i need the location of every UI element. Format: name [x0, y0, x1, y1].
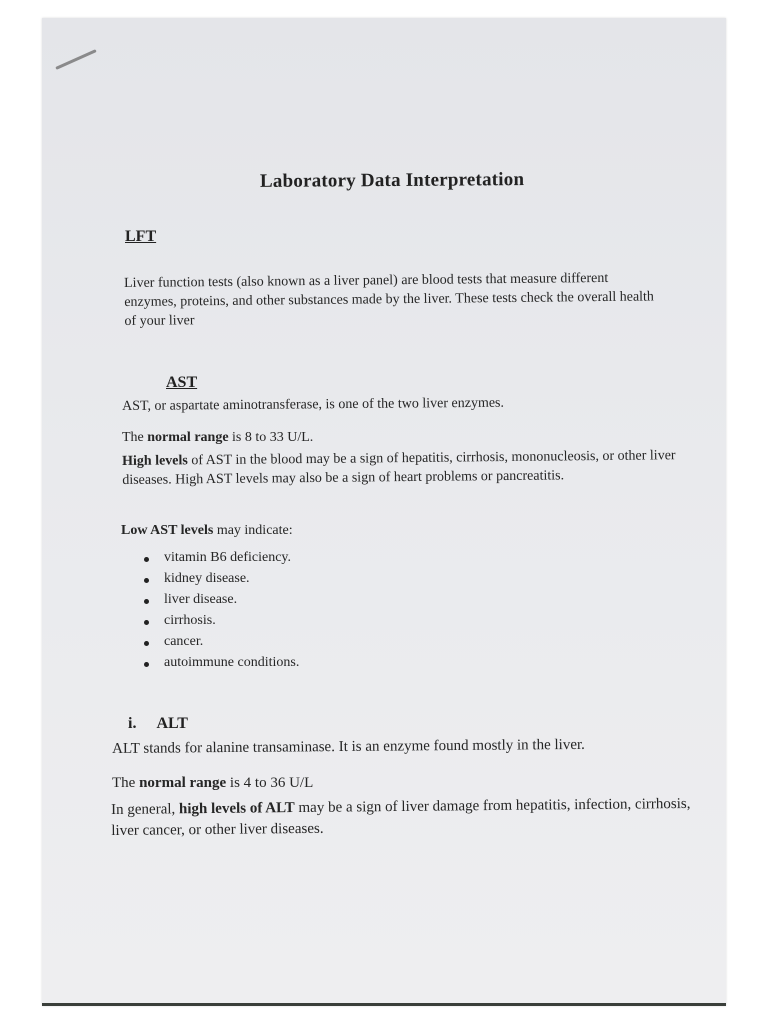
- ast-definition: AST, or aspartate aminotransferase, is one of the two liver enzymes.: [122, 395, 505, 414]
- ast-normal-suffix: is 8 to 33 U/L.: [228, 430, 314, 445]
- list-item: [142, 550, 299, 571]
- alt-normal-prefix: The: [112, 775, 140, 791]
- ast-high-bold: High levels: [122, 453, 188, 469]
- alt-high-prefix: In general,: [111, 801, 180, 818]
- lft-heading: LFT: [125, 228, 157, 245]
- ast-high-text: of AST in the blood may be a sign of hepatitis, cirrhosis, mononucleosis, or other liver diseases. High AST levels may also be a sign of heart problems or pancreatitis.: [122, 448, 676, 488]
- list-item: [142, 571, 299, 592]
- alt-heading: [128, 715, 188, 733]
- bullet-icon: [144, 662, 149, 667]
- alt-heading-text: ALT: [156, 715, 188, 732]
- ast-low-bold: Low AST levels: [121, 523, 214, 538]
- ast-normal-bold: normal range: [147, 430, 229, 445]
- alt-heading-number: i.: [128, 715, 137, 732]
- list-item-text: cirrhosis.: [164, 613, 216, 628]
- lft-paragraph: Liver function tests (also known as a liver panel) are blood tests that measure different enzymes, proteins, and other substances made by the liver. These tests check the overall health of your liver: [124, 270, 654, 329]
- list-item-text: kidney disease.: [164, 571, 250, 586]
- list-item: [142, 634, 299, 655]
- list-item-text: autoimmune conditions.: [164, 655, 300, 670]
- bullet-icon: [144, 578, 149, 583]
- ast-high-levels: [122, 446, 697, 490]
- ast-heading: AST: [166, 374, 198, 391]
- alt-normal-range: [112, 774, 313, 793]
- ast-normal-range: [122, 428, 313, 447]
- alt-high-levels: [111, 794, 711, 842]
- ast-low-text: may indicate:: [213, 523, 293, 538]
- alt-high-text: may be a sign of liver damage from hepatitis, infection, cirrhosis, liver cancer, or other liver diseases.: [111, 795, 691, 839]
- list-item-text: vitamin B6 deficiency.: [164, 550, 291, 565]
- bullet-icon: [144, 641, 149, 646]
- list-item-text: liver disease.: [164, 592, 238, 607]
- pen-mark: [55, 49, 96, 70]
- document-page: [42, 18, 726, 1006]
- list-item: [142, 655, 299, 676]
- bullet-icon: [144, 620, 149, 625]
- ast-low-levels: [121, 521, 293, 540]
- list-item-text: cancer.: [164, 634, 204, 649]
- document-title: Laboratory Data Interpretation: [259, 169, 525, 192]
- paper-bottom-edge: [42, 1003, 726, 1006]
- ast-normal-prefix: The: [122, 430, 148, 445]
- alt-normal-bold: normal range: [139, 775, 227, 791]
- list-item: [142, 613, 299, 634]
- alt-normal-suffix: is 4 to 36 U/L: [226, 775, 314, 791]
- bullet-icon: [144, 557, 149, 562]
- alt-definition: ALT stands for alanine transaminase. It is an enzyme found mostly in the liver.: [112, 736, 585, 757]
- bullet-icon: [144, 599, 149, 604]
- ast-low-list: [142, 550, 299, 676]
- list-item: [142, 592, 299, 613]
- alt-high-bold: high levels of ALT: [178, 800, 295, 818]
